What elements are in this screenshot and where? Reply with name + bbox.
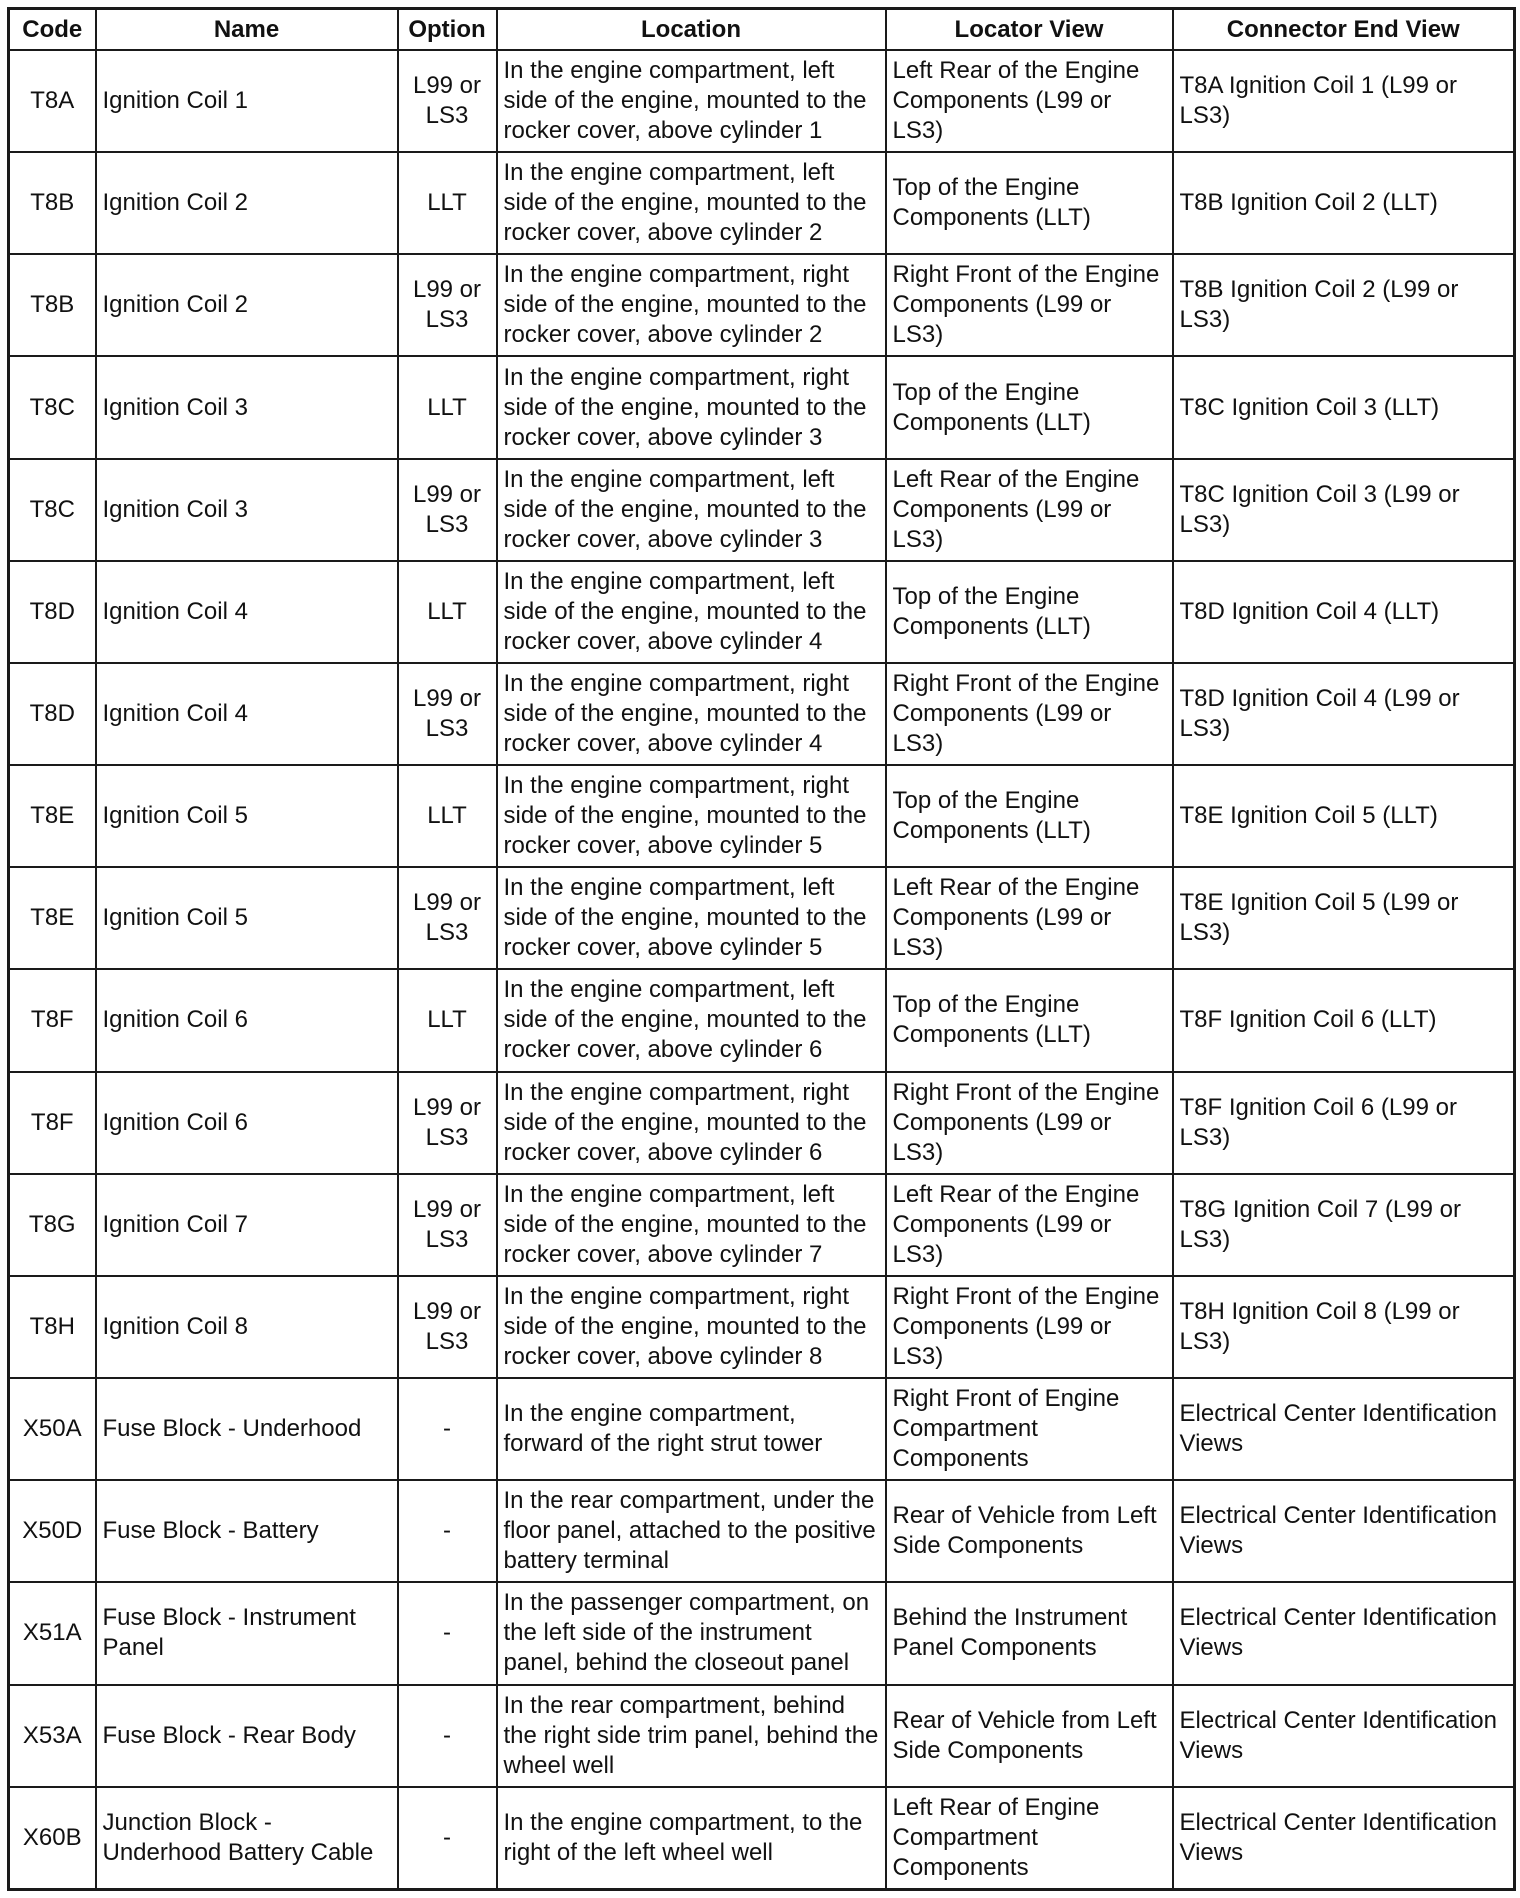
cell-locator-view: Right Front of the Engine Components (L99 or LS3) — [886, 1276, 1173, 1378]
cell-location: In the engine compartment, left side of the engine, mounted to the rocker cover, above cylinder 7 — [497, 1174, 886, 1276]
cell-connector-end-view: Electrical Center Identification Views — [1173, 1787, 1515, 1890]
cell-code: T8C — [9, 459, 96, 561]
cell-name: Ignition Coil 4 — [96, 663, 398, 765]
cell-name: Ignition Coil 5 — [96, 765, 398, 867]
cell-connector-end-view: Electrical Center Identification Views — [1173, 1378, 1515, 1480]
header-row — [9, 9, 1515, 51]
cell-location: In the engine compartment, left side of the engine, mounted to the rocker cover, above cylinder 5 — [497, 867, 886, 969]
cell-code: T8A — [9, 50, 96, 152]
cell-connector-end-view: T8D Ignition Coil 4 (LLT) — [1173, 561, 1515, 663]
cell-location: In the engine compartment, right side of the engine, mounted to the rocker cover, above cylinder 2 — [497, 254, 886, 356]
cell-code: T8D — [9, 561, 96, 663]
cell-name: Ignition Coil 6 — [96, 1072, 398, 1174]
table-body — [9, 50, 1515, 1890]
cell-name: Ignition Coil 5 — [96, 867, 398, 969]
table-row — [9, 1787, 1515, 1890]
cell-locator-view: Top of the Engine Components (LLT) — [886, 765, 1173, 867]
cell-name: Fuse Block - Underhood — [96, 1378, 398, 1480]
cell-name: Junction Block - Underhood Battery Cable — [96, 1787, 398, 1890]
cell-option: - — [398, 1480, 497, 1582]
cell-name: Ignition Coil 8 — [96, 1276, 398, 1378]
table-row — [9, 1582, 1515, 1684]
cell-locator-view: Rear of Vehicle from Left Side Components — [886, 1685, 1173, 1787]
cell-name: Ignition Coil 6 — [96, 969, 398, 1071]
cell-locator-view: Top of the Engine Components (LLT) — [886, 152, 1173, 254]
cell-name: Ignition Coil 1 — [96, 50, 398, 152]
cell-location: In the engine compartment, right side of the engine, mounted to the rocker cover, above cylinder 3 — [497, 356, 886, 458]
cell-option: L99 or LS3 — [398, 50, 497, 152]
cell-name: Ignition Coil 2 — [96, 254, 398, 356]
cell-location: In the engine compartment, right side of the engine, mounted to the rocker cover, above cylinder 4 — [497, 663, 886, 765]
cell-code: T8B — [9, 254, 96, 356]
cell-locator-view: Right Front of the Engine Components (L99 or LS3) — [886, 254, 1173, 356]
cell-code: T8G — [9, 1174, 96, 1276]
cell-connector-end-view: T8H Ignition Coil 8 (L99 or LS3) — [1173, 1276, 1515, 1378]
cell-option: L99 or LS3 — [398, 459, 497, 561]
cell-code: X51A — [9, 1582, 96, 1684]
cell-locator-view: Right Front of the Engine Components (L99 or LS3) — [886, 1072, 1173, 1174]
cell-locator-view: Rear of Vehicle from Left Side Components — [886, 1480, 1173, 1582]
table-header — [9, 9, 1515, 51]
cell-locator-view: Left Rear of Engine Compartment Components — [886, 1787, 1173, 1890]
cell-code: T8B — [9, 152, 96, 254]
cell-locator-view: Right Front of the Engine Components (L99 or LS3) — [886, 663, 1173, 765]
cell-locator-view: Right Front of Engine Compartment Components — [886, 1378, 1173, 1480]
cell-location: In the engine compartment, left side of the engine, mounted to the rocker cover, above cylinder 4 — [497, 561, 886, 663]
table-row — [9, 969, 1515, 1071]
cell-connector-end-view: Electrical Center Identification Views — [1173, 1685, 1515, 1787]
cell-locator-view: Top of the Engine Components (LLT) — [886, 561, 1173, 663]
cell-location: In the rear compartment, behind the right side trim panel, behind the wheel well — [497, 1685, 886, 1787]
cell-connector-end-view: Electrical Center Identification Views — [1173, 1480, 1515, 1582]
header-name: Name — [96, 9, 398, 51]
cell-connector-end-view: T8B Ignition Coil 2 (LLT) — [1173, 152, 1515, 254]
cell-locator-view: Top of the Engine Components (LLT) — [886, 356, 1173, 458]
cell-location: In the rear compartment, under the floor panel, attached to the positive battery terminal — [497, 1480, 886, 1582]
table-row — [9, 1685, 1515, 1787]
cell-code: T8F — [9, 969, 96, 1071]
cell-name: Ignition Coil 3 — [96, 459, 398, 561]
cell-option: LLT — [398, 765, 497, 867]
cell-option: - — [398, 1582, 497, 1684]
cell-location: In the engine compartment, right side of the engine, mounted to the rocker cover, above cylinder 5 — [497, 765, 886, 867]
cell-connector-end-view: T8C Ignition Coil 3 (LLT) — [1173, 356, 1515, 458]
table-row — [9, 459, 1515, 561]
cell-connector-end-view: T8F Ignition Coil 6 (L99 or LS3) — [1173, 1072, 1515, 1174]
cell-option: L99 or LS3 — [398, 1174, 497, 1276]
cell-option: L99 or LS3 — [398, 1072, 497, 1174]
table-row — [9, 356, 1515, 458]
table-row — [9, 152, 1515, 254]
table-row — [9, 254, 1515, 356]
cell-locator-view: Left Rear of the Engine Components (L99 or LS3) — [886, 459, 1173, 561]
cell-code: T8F — [9, 1072, 96, 1174]
cell-locator-view: Left Rear of the Engine Components (L99 or LS3) — [886, 50, 1173, 152]
table-row — [9, 561, 1515, 663]
cell-name: Ignition Coil 2 — [96, 152, 398, 254]
cell-connector-end-view: Electrical Center Identification Views — [1173, 1582, 1515, 1684]
cell-name: Ignition Coil 4 — [96, 561, 398, 663]
cell-name: Ignition Coil 7 — [96, 1174, 398, 1276]
table-row — [9, 867, 1515, 969]
cell-locator-view: Left Rear of the Engine Components (L99 or LS3) — [886, 867, 1173, 969]
cell-option: L99 or LS3 — [398, 663, 497, 765]
cell-name: Ignition Coil 3 — [96, 356, 398, 458]
cell-location: In the passenger compartment, on the left side of the instrument panel, behind the closeout panel — [497, 1582, 886, 1684]
table-row — [9, 1276, 1515, 1378]
cell-option: - — [398, 1787, 497, 1890]
cell-option: LLT — [398, 561, 497, 663]
cell-locator-view: Top of the Engine Components (LLT) — [886, 969, 1173, 1071]
table-row — [9, 765, 1515, 867]
header-locator-view: Locator View — [886, 9, 1173, 51]
cell-connector-end-view: T8D Ignition Coil 4 (L99 or LS3) — [1173, 663, 1515, 765]
cell-option: L99 or LS3 — [398, 867, 497, 969]
cell-locator-view: Behind the Instrument Panel Components — [886, 1582, 1173, 1684]
table-row — [9, 50, 1515, 152]
cell-location: In the engine compartment, left side of the engine, mounted to the rocker cover, above cylinder 3 — [497, 459, 886, 561]
cell-option: LLT — [398, 356, 497, 458]
cell-option: L99 or LS3 — [398, 254, 497, 356]
cell-location: In the engine compartment, forward of the right strut tower — [497, 1378, 886, 1480]
cell-option: LLT — [398, 969, 497, 1071]
cell-code: X50D — [9, 1480, 96, 1582]
table-row — [9, 1480, 1515, 1582]
cell-code: T8E — [9, 867, 96, 969]
cell-location: In the engine compartment, to the right of the left wheel well — [497, 1787, 886, 1890]
header-option: Option — [398, 9, 497, 51]
cell-connector-end-view: T8B Ignition Coil 2 (L99 or LS3) — [1173, 254, 1515, 356]
cell-connector-end-view: T8F Ignition Coil 6 (LLT) — [1173, 969, 1515, 1071]
cell-location: In the engine compartment, left side of the engine, mounted to the rocker cover, above cylinder 2 — [497, 152, 886, 254]
header-location: Location — [497, 9, 886, 51]
cell-name: Fuse Block - Battery — [96, 1480, 398, 1582]
cell-code: T8H — [9, 1276, 96, 1378]
cell-option: - — [398, 1378, 497, 1480]
cell-option: L99 or LS3 — [398, 1276, 497, 1378]
cell-location: In the engine compartment, left side of the engine, mounted to the rocker cover, above cylinder 6 — [497, 969, 886, 1071]
cell-connector-end-view: T8C Ignition Coil 3 (L99 or LS3) — [1173, 459, 1515, 561]
cell-connector-end-view: T8E Ignition Coil 5 (LLT) — [1173, 765, 1515, 867]
cell-code: T8D — [9, 663, 96, 765]
cell-connector-end-view: T8G Ignition Coil 7 (L99 or LS3) — [1173, 1174, 1515, 1276]
table-row — [9, 1072, 1515, 1174]
cell-name: Fuse Block - Instrument Panel — [96, 1582, 398, 1684]
table-row — [9, 1174, 1515, 1276]
component-locator-table — [7, 7, 1516, 1891]
cell-location: In the engine compartment, left side of the engine, mounted to the rocker cover, above cylinder 1 — [497, 50, 886, 152]
component-locator-table-wrapper — [7, 7, 1513, 1891]
cell-connector-end-view: T8E Ignition Coil 5 (L99 or LS3) — [1173, 867, 1515, 969]
cell-code: X53A — [9, 1685, 96, 1787]
cell-locator-view: Left Rear of the Engine Components (L99 or LS3) — [886, 1174, 1173, 1276]
cell-code: X50A — [9, 1378, 96, 1480]
table-row — [9, 663, 1515, 765]
cell-location: In the engine compartment, right side of the engine, mounted to the rocker cover, above cylinder 8 — [497, 1276, 886, 1378]
cell-option: - — [398, 1685, 497, 1787]
cell-code: X60B — [9, 1787, 96, 1890]
cell-code: T8C — [9, 356, 96, 458]
header-code: Code — [9, 9, 96, 51]
table-row — [9, 1378, 1515, 1480]
cell-code: T8E — [9, 765, 96, 867]
header-connector-end-view: Connector End View — [1173, 9, 1515, 51]
cell-name: Fuse Block - Rear Body — [96, 1685, 398, 1787]
cell-connector-end-view: T8A Ignition Coil 1 (L99 or LS3) — [1173, 50, 1515, 152]
cell-location: In the engine compartment, right side of the engine, mounted to the rocker cover, above cylinder 6 — [497, 1072, 886, 1174]
cell-option: LLT — [398, 152, 497, 254]
